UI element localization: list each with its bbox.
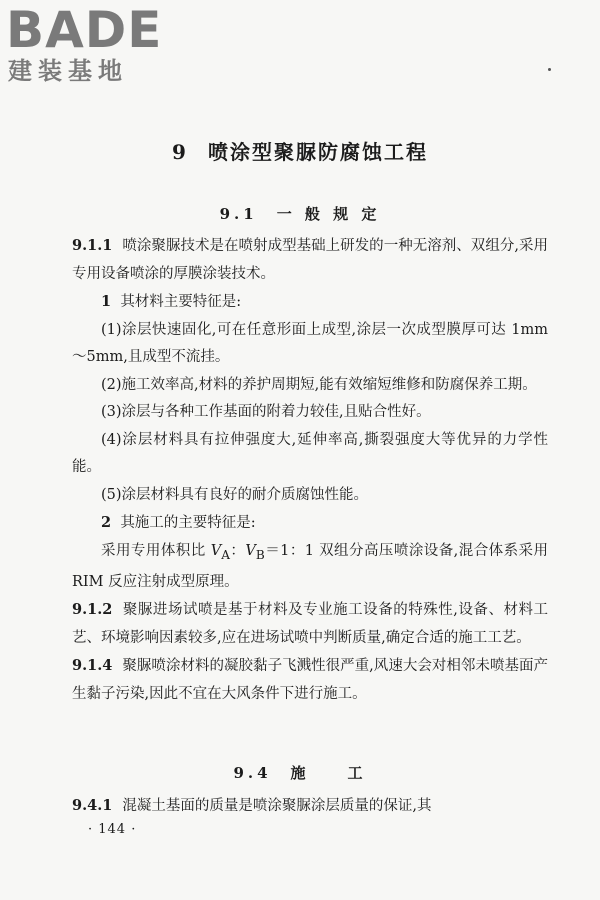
clause-label: 9.1.2 xyxy=(72,601,113,619)
clause-text: 喷涂聚脲技术是在喷射成型基础上研发的一种无溶剂、双组分,采用专用设备喷涂的厚膜涂装技术。 xyxy=(72,238,548,282)
feature-2: (2)施工效率高,材料的养护周期短,能有效缩短维修和防腐保养工期。 xyxy=(101,376,537,393)
section-title-9-4: 9.4 施 工 xyxy=(233,764,367,782)
feature-1: (1)涂层快速固化,可在任意形面上成型,涂层一次成型膜厚可达 1mm～5mm,且成型不流挂。 xyxy=(72,321,548,365)
feature-4: (4)涂层材料具有拉伸强度大,延伸率高,撕裂强度大等优异的力学性能。 xyxy=(72,431,548,475)
clause-label: 9.1.1 xyxy=(72,237,113,254)
ratio-vb-sub: B xyxy=(255,547,265,562)
ratio-colon: ： xyxy=(229,542,246,559)
chapter-title xyxy=(0,136,600,165)
item-2 xyxy=(72,509,548,538)
ratio-after: ＝1：1 双组分高压喷涂设备,混合体系采用 RIM 反应注射成型原理。 xyxy=(72,542,549,590)
logo-subtitle: 建装基地 xyxy=(8,57,128,85)
clause-text: 混凝土基面的质量是喷涂聚脲涂层质量的保证,其 xyxy=(122,798,432,814)
ratio-before: 采用专用体积比 xyxy=(101,542,211,559)
item-text: 其施工的主要特征是: xyxy=(120,515,256,531)
clause-label: 9.1.4 xyxy=(72,657,113,675)
speck-mark xyxy=(548,68,551,71)
item-text: 其材料主要特征是: xyxy=(120,294,242,310)
body-content-9-4 xyxy=(72,792,548,821)
chapter-number: 9 xyxy=(172,140,188,164)
feature-5: (5)涂层材料具有良好的耐介质腐蚀性能。 xyxy=(101,486,369,503)
feature-3: (3)涂层与各种工作基面的附着力较佳,且贴合性好。 xyxy=(101,404,431,420)
clause-9-1-2 xyxy=(72,596,548,652)
clause-label: 9.4.1 xyxy=(72,797,113,814)
clause-9-1-1 xyxy=(72,232,548,288)
ratio-paragraph xyxy=(72,538,548,597)
body-content xyxy=(72,232,548,708)
clause-text: 聚脲进场试喷是基于材料及专业施工设备的特殊性,设备、材料工艺、环境影响因素较多,应在进场试喷中判断质量,确定合适的施工工艺。 xyxy=(72,602,548,646)
item-1 xyxy=(72,288,548,317)
clause-text: 聚脲喷涂材料的凝胶黏子飞溅性很严重,风速大会对相邻未喷基面产生黏子污染,因此不宜在大风条件下进行施工。 xyxy=(72,658,548,702)
ratio-va: V xyxy=(210,542,222,559)
item-number: 1 xyxy=(101,293,112,310)
brand-logo xyxy=(6,1,176,86)
item-number: 2 xyxy=(101,514,112,531)
ratio-vb: V xyxy=(245,542,256,559)
page-number: · 144 · xyxy=(88,822,137,837)
section-title-9-1: 9.1 一 般 规 定 xyxy=(219,205,381,223)
chapter-title-text: 喷涂型聚脲防腐蚀工程 xyxy=(207,140,428,164)
logo-wordmark: BADE xyxy=(6,1,163,59)
ratio-va-sub: A xyxy=(221,547,230,562)
clause-9-1-4 xyxy=(72,652,548,708)
clause-9-4-1 xyxy=(72,792,548,821)
